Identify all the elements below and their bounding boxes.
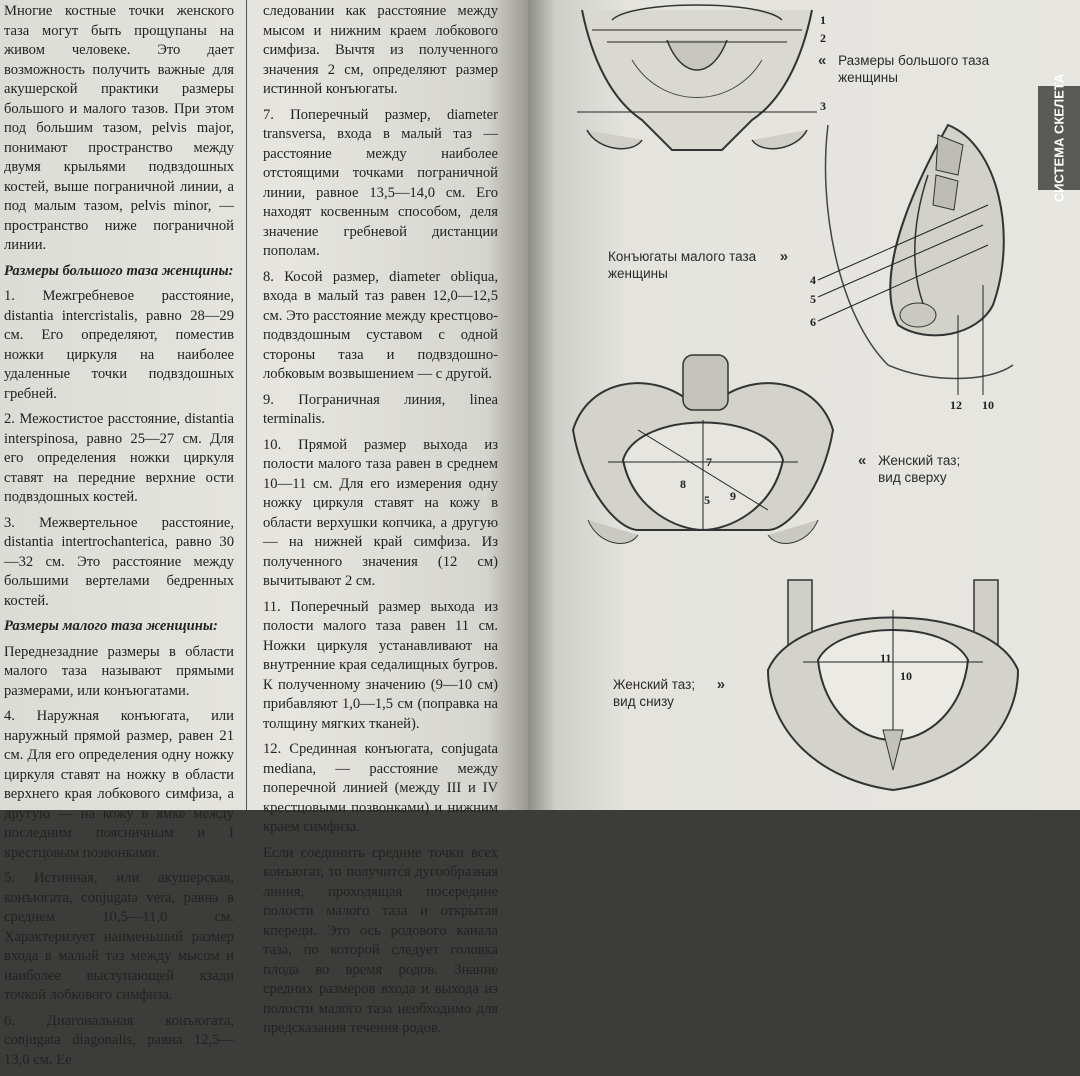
fig3-label-8: 8 (680, 477, 686, 491)
fig1-label-1: 1 (820, 13, 826, 27)
right-page (528, 0, 1080, 810)
item-11: 11. Поперечный размер выхода из полости малого таза равен 11 см. Ножки циркуля устанавливают на внутренние края седалищных бугров. К полученному значению (9—10 см) прибавляют 1,0—1,5 см (поправка на толщину мягких тканей). (263, 598, 498, 732)
figure-big-pelvis (572, 0, 822, 160)
caption-conjugates (608, 248, 808, 282)
outro-paragraph: Если соединить средние точки всех конъюгат, то получится дугообразная линия, проходящая посередине полости малого таза и открытая кпереди. Это ось родового канала таза, по которой следует головка плода во время родов. Знание средних размеров входа и выхода из полости малого таза необходимо для предсказания течения родов. (263, 844, 498, 1036)
small-intro: Переднезадние размеры в области малого таза называют прямыми размерами, или конъюгатами. (4, 643, 234, 699)
caption-pelvis-top (858, 452, 1058, 486)
small-item-4: 4. Наружная конъюгата, или наружный прямой размер, равен 21 см. Для его определения одну ножку циркуля ставят на ножку в области верхнего края лобкового симфиза, а другую — на кожу в ямке между последним поясничным и I крестцовым позвонками. (4, 708, 234, 861)
fig2-label-6: 6 (810, 315, 816, 329)
figure-pelvis-bottom (748, 580, 1038, 810)
figure-pelvis-bottom-labels (878, 648, 958, 688)
fig4-label-10: 10 (900, 669, 912, 683)
fig2-label-5: 5 (810, 292, 816, 306)
caption-pelvis-bottom (613, 676, 753, 710)
figure-pelvis-top-labels (678, 440, 778, 520)
caption-text: Конъюгаты малого таза женщины (608, 249, 757, 281)
caption-text: Женский таз; вид снизу (613, 677, 696, 709)
fig2-label-4: 4 (810, 273, 816, 287)
heading-small-pelvis: Размеры малого таза женщины: (4, 618, 218, 634)
chevron-right-icon: » (716, 676, 726, 693)
figure-conjugates-labels-bottom (948, 395, 1008, 415)
section-tab-label: СИСТЕМА СКЕЛЕТА (1051, 73, 1067, 203)
item-12: 12. Срединная конъюгата, conjugata mediana, — расстояние между поперечной линией (между III и IV крестцовыми позвонками) и нижним краем симфиза. (263, 741, 498, 835)
figure-conjugates (818, 115, 1018, 385)
fig2-label-10: 10 (982, 398, 994, 412)
chevron-right-icon: » (779, 248, 789, 265)
caption-text: Размеры большого таза женщины (838, 53, 990, 85)
continuation-paragraph: следовании как расстояние между мысом и нижним краем лобкового симфиза. Вычтя из полученного значения 2 см, определяют размер истинной конъюгаты. (263, 3, 498, 97)
fig1-label-3: 3 (820, 99, 826, 113)
intro-paragraph: Многие костные точки женского таза могут быть прощупаны на живом человеке. Это дает возможность получить важные для акушерской практики размеры большого и малого тазов. При этом под большим тазом, pelvis major, понимают пространство между двумя крыльями подвздошных костей, выше пограничной линии, а под малым тазом, pelvis minor, — пространство ниже пограничной линии. (4, 3, 234, 253)
figure-conjugates-labels-left (808, 270, 828, 330)
big-item-1: 1. Межгребневое расстояние, distantia intercristalis, равно 28—29 см. Его определяют, поместив ножки циркуля на наиболее удаленные точки подвздошных гребней. (4, 288, 234, 402)
big-item-2: 2. Межостистое расстояние, distantia interspinosa, равно 25—27 см. Для его определения ножки циркуля ставят на передние верхние ости подвздошных костей. (4, 411, 234, 505)
fig3-label-5: 5 (704, 493, 710, 507)
fig3-label-7: 7 (706, 455, 712, 469)
column-divider (246, 0, 247, 810)
chevron-left-icon: « (858, 452, 867, 469)
fig2-label-12: 12 (950, 398, 962, 412)
left-column (4, 2, 234, 1076)
fig1-label-2: 2 (820, 31, 826, 45)
item-10: 10. Прямой размер выхода из полости малого таза равен в среднем 10—11 см. Для его измерения одну ножку циркуля ставят на кожу в области верхушки копчика, а другую — на нижней край симфиза. Из полученного значения (12 см) вычитывают 2 см. (263, 436, 498, 589)
chevron-left-icon: « (818, 52, 827, 69)
fig3-label-9: 9 (730, 489, 736, 503)
section-tab (1038, 73, 1080, 203)
big-item-3: 3. Межвертельное расстояние, distantia intertrochanterica, равно 30—32 см. Это расстояние между большими вертелами бедренных костей. (4, 514, 234, 609)
small-item-5: 5. Истинная, или акушерская, конъюгата, conjugata vera, равна в среднем 10,5—11,0 см. Характеризует наименьший размер входа в малый таз между мысом и наиболее выступающей кзади точкой лобкового симфиза. (4, 870, 234, 1003)
item-9: 9. Пограничная линия, linea terminalis. (263, 391, 498, 427)
left-page (0, 0, 528, 1068)
small-item-6: 6. Диагональная конъюгата, conjugata diagonalis, равна 12,5—13,0 см. Ее (4, 1012, 234, 1068)
caption-text: Женский таз; вид сверху (878, 453, 961, 485)
item-7: 7. Поперечный размер, diameter transversa, входа в малый таз — расстояние между наиболее отстоящими точками пограничной линии, равное 13,5—14,0 см. Его находят косвенным способом, деля значение гребневой дистанции пополам. (263, 106, 498, 259)
caption-big-pelvis (818, 52, 1018, 86)
right-column (263, 2, 498, 1045)
heading-big-pelvis: Размеры большого таза женщины: (4, 262, 234, 279)
item-8: 8. Косой размер, diameter obliqua, входа в малый таз равен 12,0—12,5 см. Это расстояние между крестцово-подвздошным суставом с одной стороны таза и подвздошно-лобковым возвышением — с другой. (263, 268, 498, 382)
fig4-label-11: 11 (880, 651, 892, 665)
